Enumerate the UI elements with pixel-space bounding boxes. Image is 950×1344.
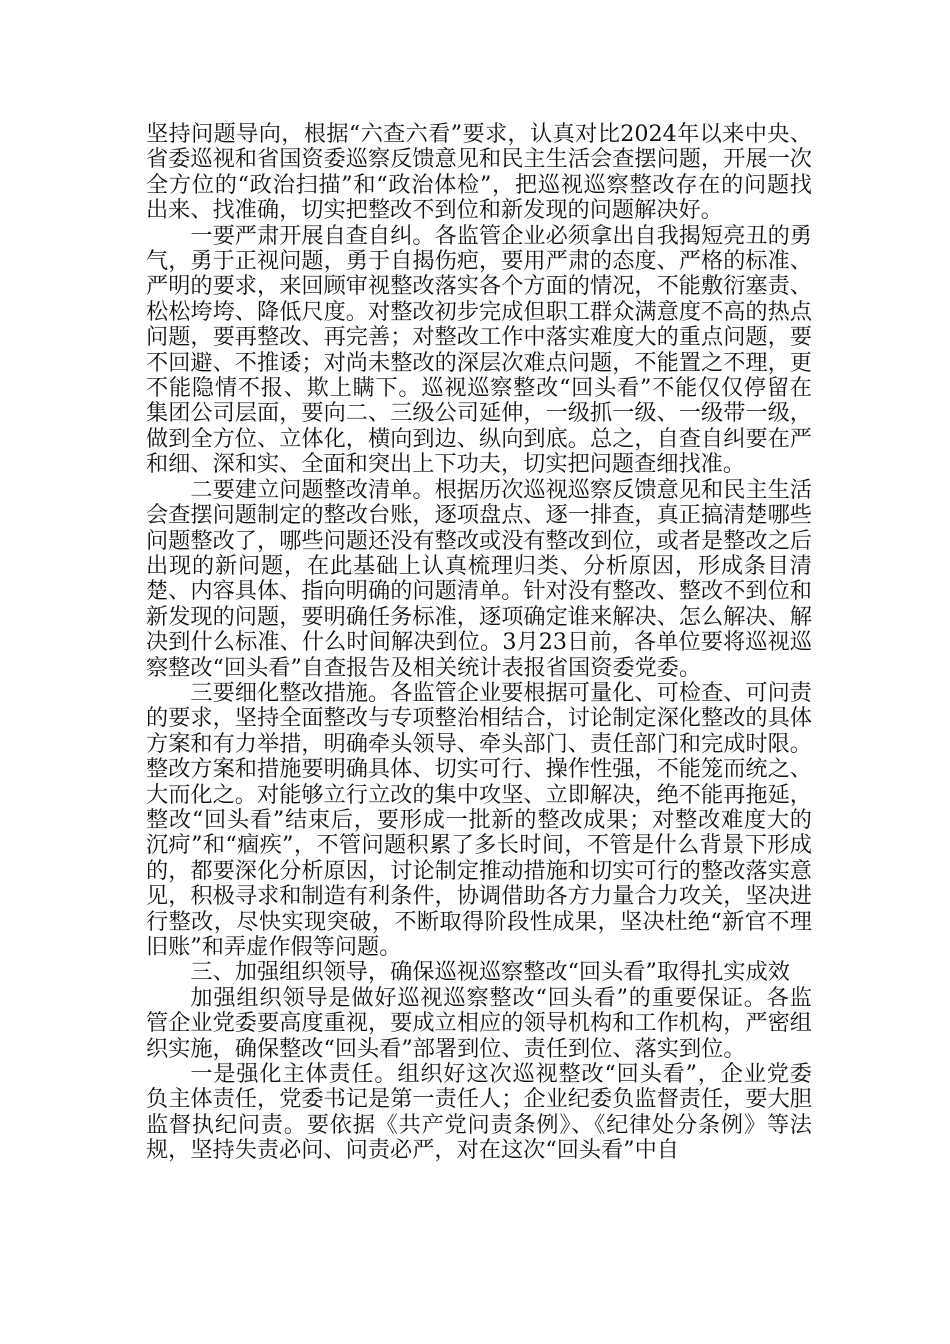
section-heading-organization: 三、加强组织领导，确保巡视巡察整改“回头看”取得扎实成效 (190, 959, 790, 986)
paragraph-main-responsibility: 一是强化主体责任。组织好这次巡视整改“回头看”，企业党委负主体责任，党委书记是第一责任人；企业纪委负监督责任，要大胆监督执纪问责。要依据《共产党问责条例》、《纪律处分条例》等法规，坚持失责必问、问责必严，对在这次“回头看”中自 (146, 1061, 812, 1164)
paragraph-organization-guarantee: 加强组织领导是做好巡视巡察整改“回头看”的重要保证。各监管企业党委要高度重视，要成立相应的领导机构和工作机构，严密组织实施，确保整改“回头看”部署到位、责任到位、落实到位。 (146, 984, 812, 1062)
paragraph-intro: 坚持问题导向，根据“六查六看”要求，认真对比2024年以来中央、省委巡视和省国资委巡察反馈意见和民主生活会查摆问题，开展一次全方位的“政治扫描”和“政治体检”，把巡视巡察整改存在的问题找出来、找准确，切实把整改不到位和新发现的问题解决好。 (146, 121, 812, 224)
document-page (146, 122, 812, 1164)
paragraph-self-inspection: 一要严肃开展自查自纠。各监管企业必须拿出自我揭短亮丑的勇气，勇于正视问题，勇于自揭伤疤，要用严肃的态度、严格的标准、严明的要求，来回顾审视整改落实各个方面的情况，不能敷衍塞责、松松垮垮、降低尺度。对整改初步完成但职工群众满意度不高的热点问题，要再整改、再完善；对整改工作中落实难度大的重点问题，要不回避、不推诿；对尚未整改的深层次难点问题，不能置之不理，更不能隐情不报、欺上瞒下。巡视巡察整改“回头看”不能仅仅停留在集团公司层面，要向二、三级公司延伸，一级抓一级、一级带一级，做到全方位、立体化，横向到边、纵向到底。总之，自查自纠要在严和细、深和实、全面和突出上下功夫，切实把问题查细找准。 (146, 222, 812, 478)
paragraph-problem-list: 二要建立问题整改清单。根据历次巡视巡察反馈意见和民主生活会查摆问题制定的整改台账，逐项盘点、逐一排查，真正搞清楚哪些问题整改了，哪些问题还没有整改或没有整改到位，或者是整改之后出现的新问题，在此基础上认真梳理归类、分析原因，形成条目清楚、内容具体、指向明确的问题清单。针对没有整改、整改不到位和新发现的问题，要明确任务标准，逐项确定谁来解决、怎么解决、解决到什么标准、什么时间解决到位。3月23日前，各单位要将巡视巡察整改“回头看”自查报告及相关统计表报省国资委党委。 (146, 476, 812, 681)
paragraph-rectification-measures: 三要细化整改措施。各监管企业要根据可量化、可检查、可问责的要求，坚持全面整改与专项整治相结合，讨论制定深化整改的具体方案和有力举措，明确牵头领导、牵头部门、责任部门和完成时限。整改方案和措施要明确具体、切实可行、操作性强，不能笼而统之、大而化之。对能够立行立改的集中攻坚、立即解决，绝不能再拖延，整改“回头看”结束后，要形成一批新的整改成果；对整改难度大的沉疴”和“痼疾”，不管问题积累了多长时间，不管是什么背景下形成的，都要深化分析原因，讨论制定推动措施和切实可行的整改落实意见，积极寻求和制造有利条件，协调借助各方力量合力攻关，坚决进行整改，尽快实现突破，不断取得阶段性成果，坚决杜绝“新官不理旧账”和弄虚作假等问题。 (146, 679, 812, 960)
